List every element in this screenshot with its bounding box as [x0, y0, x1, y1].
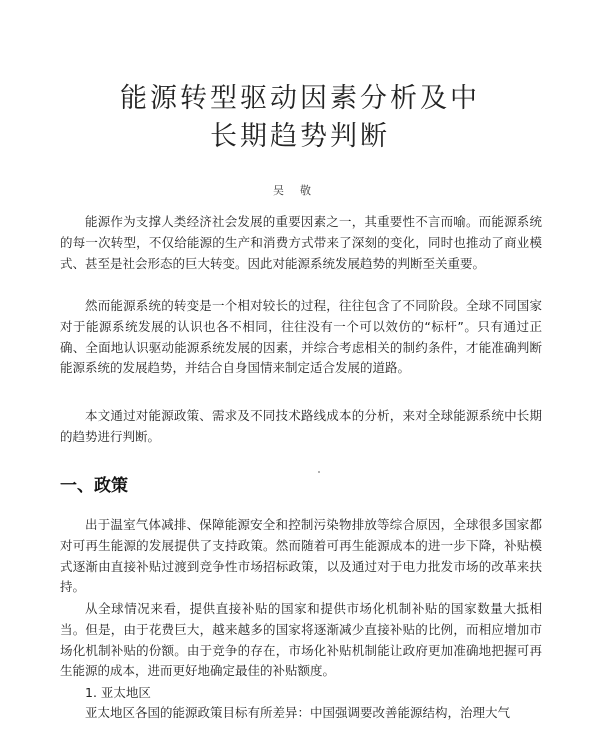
document-title-line-1: 能源转型驱动因素分析及中: [120, 83, 480, 114]
paragraph-intro-1: 能源作为支撑人类经济社会发展的重要因素之一，其重要性不言而喻。而能源系统的每一次转型，不仅给能源的生产和消费方式带来了深刻的变化，同时也推动了商业模式、甚至是社会形态的巨大转变。因此对能源系统发展趋势的判断至关重要。: [60, 214, 542, 271]
paragraph-intro-2: 然而能源系统的转变是一个相对较长的过程，往往包含了不同阶段。全球不同国家对于能源系统发展的认识也各不相同，往往没有一个可以效仿的“标杆”。只有通过正确、全面地认识驱动能源系统发展的因素，并综合考虑相关的制约条件，才能准确判断能源系统的发展趋势，并结合自身国情来制定适合发展的道路。: [60, 298, 542, 376]
section-heading-policy: 一、政策: [60, 476, 128, 496]
document-title-line-2: 长期趋势判断: [210, 121, 390, 152]
paragraph-asia-pacific: 亚太地区各国的能源政策目标有所差异：中国强调要改善能源结构，治理大气: [85, 705, 511, 720]
paragraph-policy-2: 从全球情况来看，提供直接补贴的国家和提供市场化机制补贴的国家数量大抵相当。但是，由于花费巨大，越来越多的国家将逐渐减少直接补贴的比例，而相应增加市场化机制补贴的份额。由于竞争的存在，市场化补贴机制能让政府更加准确地把握可再生能源的成本，进而更好地确定最佳的补贴额度。: [60, 601, 542, 679]
author-name: 吴敬: [273, 184, 327, 197]
paragraph-intro-3: 本文通过对能源政策、需求及不同技术路线成本的分析，来对全球能源系统中长期的趋势进行判断。: [60, 408, 542, 444]
subheading-asia-pacific: 1. 亚太地区: [85, 685, 151, 700]
scan-speck: [318, 471, 320, 473]
paragraph-policy-1: 出于温室气体减排、保障能源安全和控制污染物排放等综合原因，全球很多国家都对可再生能源的发展提供了支持政策。然而随着可再生能源成本的进一步下降，补贴模式逐渐由直接补贴过渡到竞争性市场招标政策，以及通过对于电力批发市场的改革来扶持。: [60, 517, 542, 595]
